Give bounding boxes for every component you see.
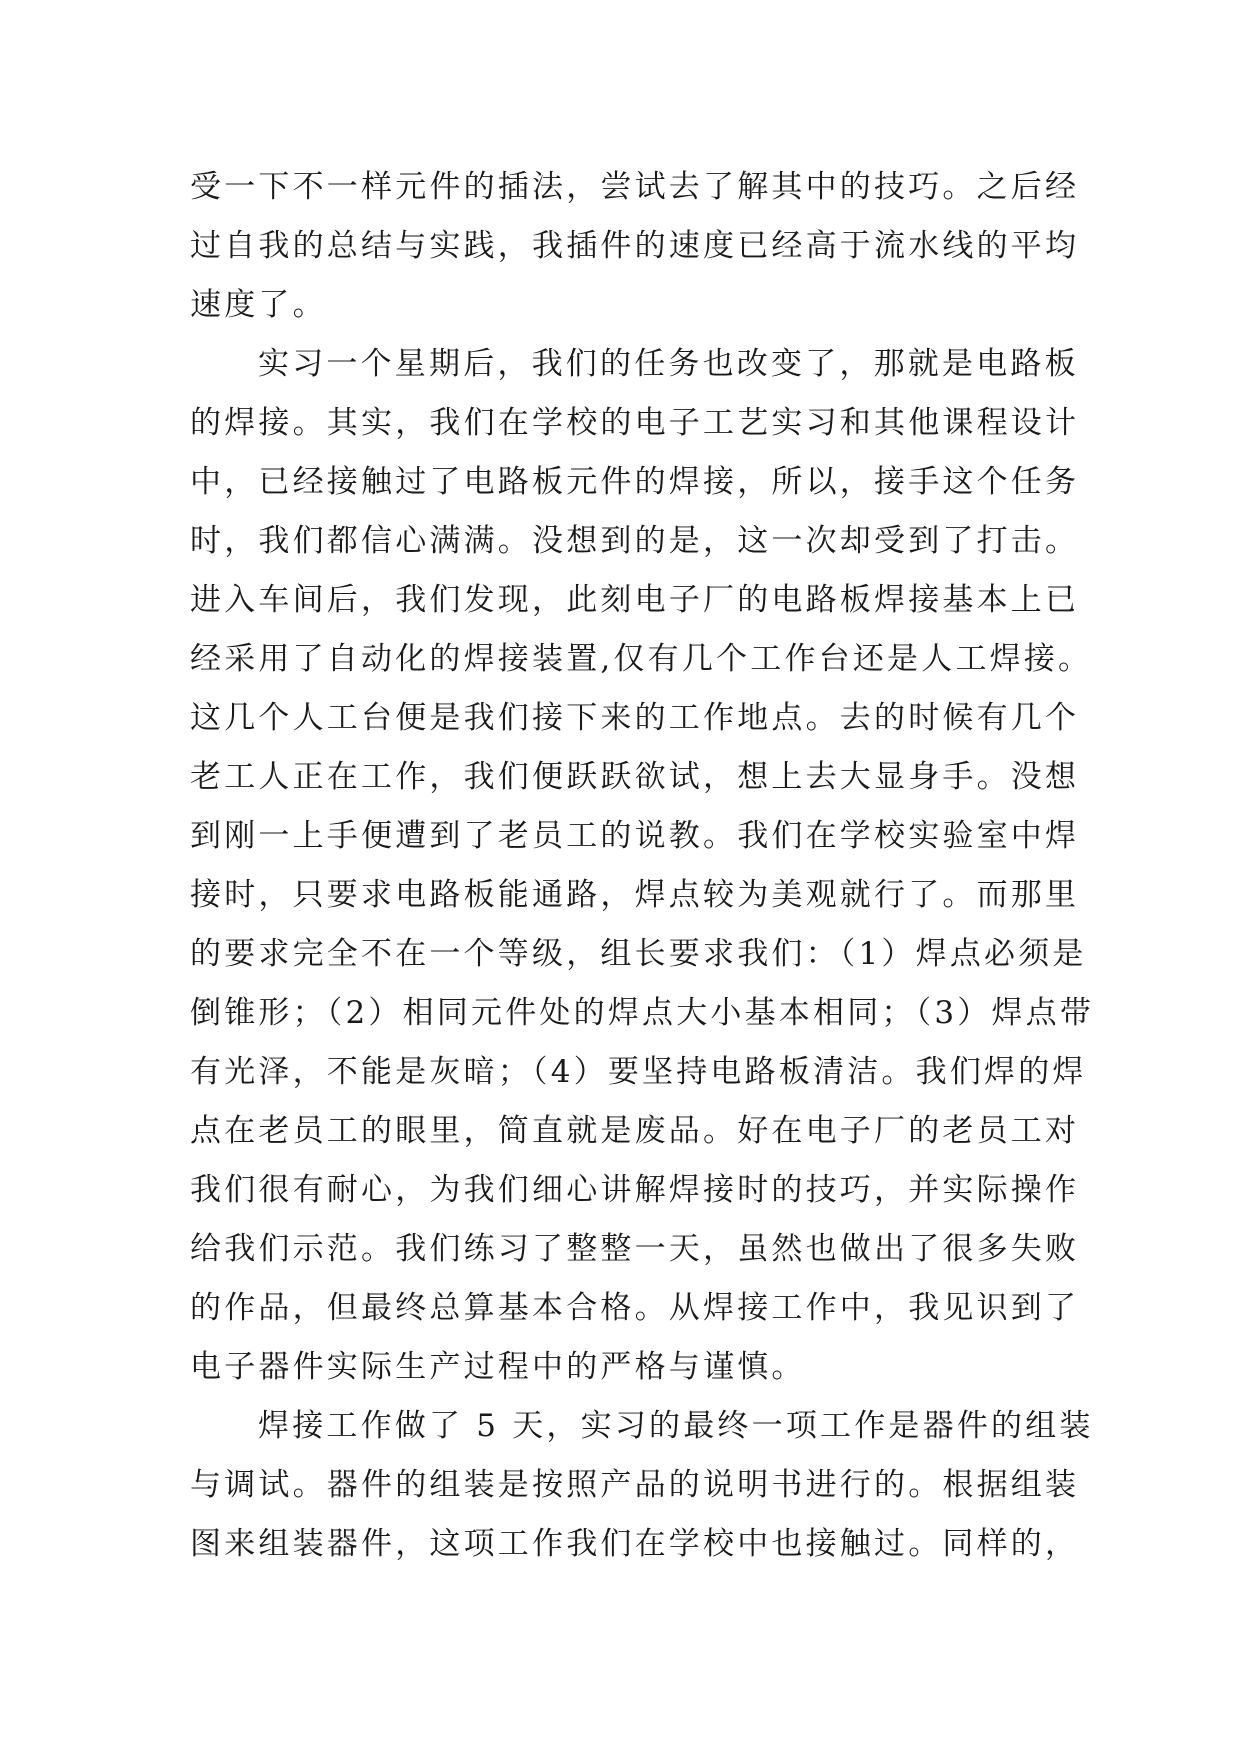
text-line: 给我们示范。我们练习了整整一天，虽然也做出了很多失败 xyxy=(190,1231,1080,1267)
text-line: 到刚一上手便遭到了老员工的说教。我们在学校实验室中焊 xyxy=(190,818,1080,854)
text-line: 这几个人工台便是我们接下来的工作地点。去的时候有几个 xyxy=(190,700,1080,736)
text-line: 的焊接。其实，我们在学校的电子工艺实习和其他课程设计 xyxy=(190,405,1080,441)
text-line: 老工人正在工作，我们便跃跃欲试，想上去大显身手。没想 xyxy=(190,759,1080,795)
text-line: 有光泽，不能是灰暗；（4）要坚持电路板清洁。我们焊的焊 xyxy=(190,1054,1087,1090)
document-body-text xyxy=(190,158,1095,1574)
text-line: 接时，只要求电路板能通路，焊点较为美观就行了。而那里 xyxy=(190,877,1080,913)
text-line-paragraph-start: 实习一个星期后，我们的任务也改变了，那就是电路板 xyxy=(258,346,1079,382)
text-line: 图来组装器件，这项工作我们在学校中也接触过。同样的， xyxy=(190,1526,1080,1562)
text-line: 的作品，但最终总算基本合格。从焊接工作中，我见识到了 xyxy=(190,1290,1080,1326)
text-line-paragraph-start: 焊接工作做了 5 天，实习的最终一项工作是器件的组装 xyxy=(258,1408,1094,1444)
text-line: 我们很有耐心，为我们细心讲解焊接时的技巧，并实际操作 xyxy=(190,1172,1080,1208)
text-line: 点在老员工的眼里，简直就是废品。好在电子厂的老员工对 xyxy=(190,1113,1080,1149)
text-line: 过自我的总结与实践，我插件的速度已经高于流水线的平均 xyxy=(190,228,1080,264)
text-line: 中，已经接触过了电路板元件的焊接，所以，接手这个任务 xyxy=(190,464,1080,500)
text-line: 与调试。器件的组装是按照产品的说明书进行的。根据组装 xyxy=(190,1467,1080,1503)
text-line: 经采用了自动化的焊接装置,仅有几个工作台还是人工焊接。 xyxy=(190,641,1093,677)
text-line: 倒锥形；（2）相同元件处的焊点大小基本相同；（3）焊点带 xyxy=(190,995,1095,1031)
text-line: 时，我们都信心满满。没想到的是，这一次却受到了打击。 xyxy=(190,523,1080,559)
text-line: 进入车间后，我们发现，此刻电子厂的电路板焊接基本上已 xyxy=(190,582,1080,618)
text-line: 受一下不一样元件的插法，尝试去了解其中的技巧。之后经 xyxy=(190,169,1080,205)
text-line: 的要求完全不在一个等级，组长要求我们：（1）焊点必须是 xyxy=(190,936,1087,972)
text-line: 速度了。 xyxy=(190,287,327,323)
text-line: 电子器件实际生产过程中的严格与谨慎。 xyxy=(190,1349,806,1385)
